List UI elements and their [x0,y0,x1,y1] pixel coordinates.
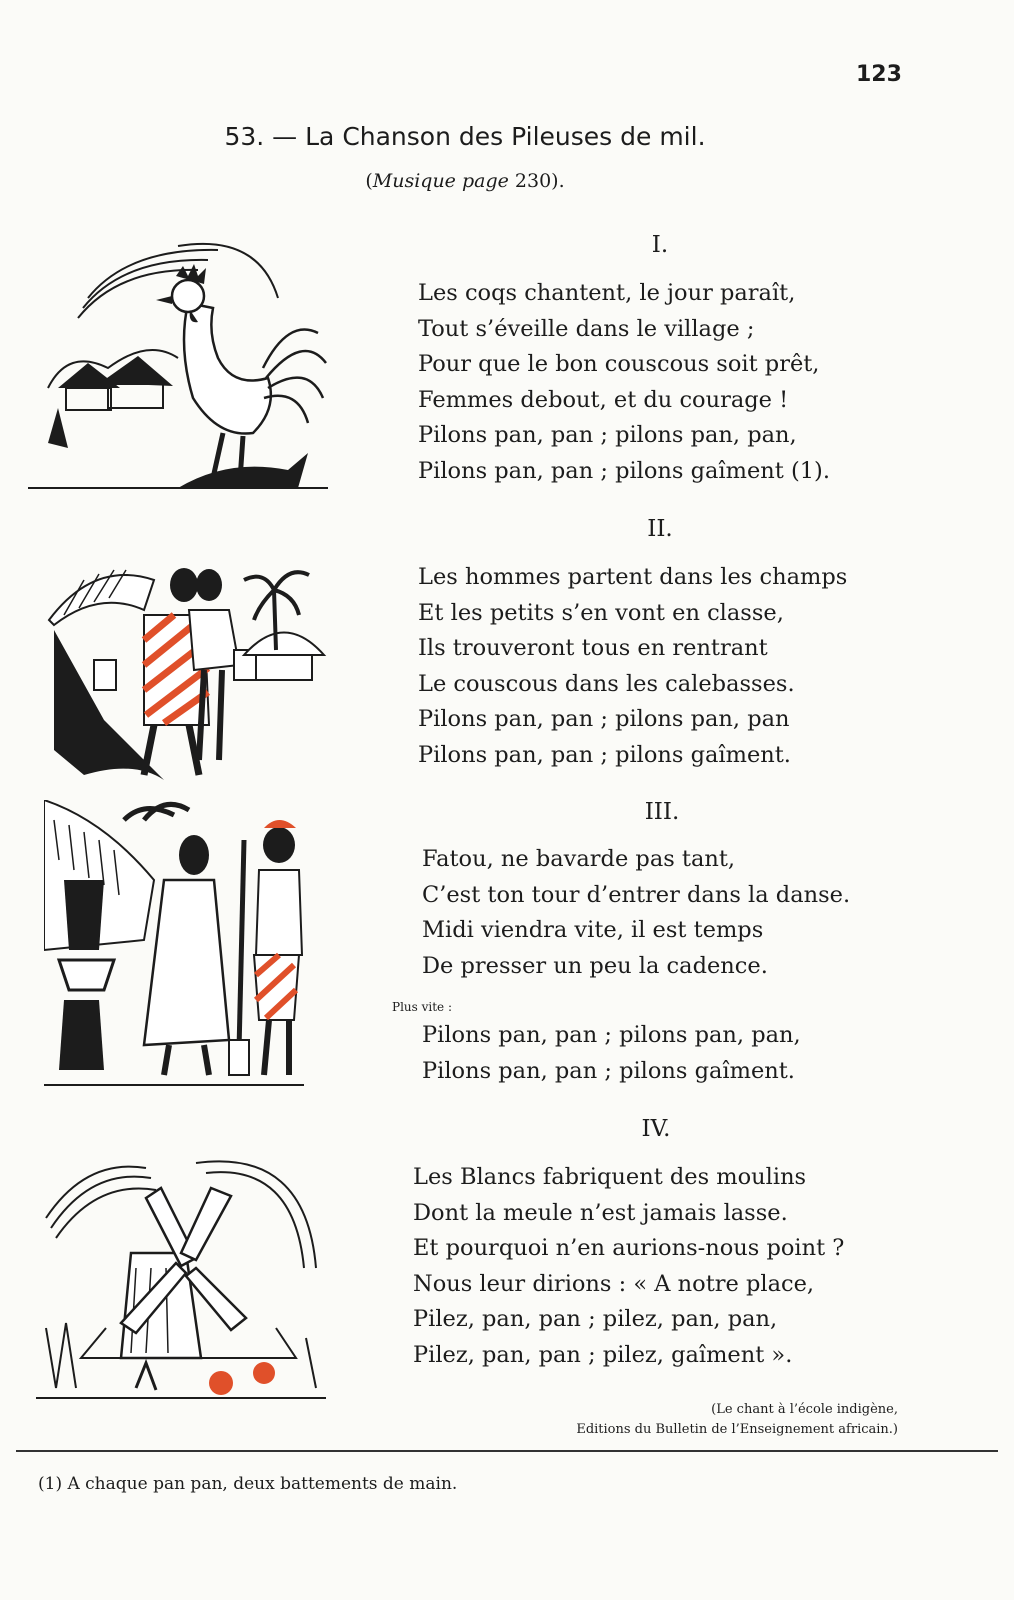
verse-line: Midi viendra vite, il est temps [422,917,764,943]
verse-line: Pour que le bon couscous soit prêt, [418,351,820,377]
windmill-illustration [36,1158,336,1408]
stanza-1-verse [418,276,830,489]
tempo-note: Plus vite : [392,1000,453,1014]
verse-line: Et les petits s’en vont en classe, [418,599,784,626]
page-number: 123 [856,62,902,87]
stanza-3-verse [422,842,850,984]
verse-line: Pilons pan, pan ; pilons gaîment (1). [418,457,830,484]
footnote: (1) A chaque pan pan, deux battements de main. [38,1474,458,1494]
verse-line: Ils trouveront tous en rentrant [418,635,768,661]
villagers-walking-illustration [44,560,334,790]
verse-line: Pilons pan, pan ; pilons gaîment. [418,741,791,768]
verse-line: Pilons pan, pan ; pilons pan, pan, [418,422,797,448]
verse-line: Fatou, ne bavarde pas tant, [422,846,736,872]
stanza-2-numeral: II. [647,516,673,542]
women-pounding-millet-illustration [44,800,344,1090]
verse-line: Pilons pan, pan ; pilons pan, pan [418,706,790,732]
verse-line: C’est ton tour d’entrer dans la danse. [422,881,851,908]
stanza-4-numeral: IV. [641,1116,671,1142]
stanza-3-numeral: III. [644,799,680,825]
verse-line: Les hommes partent dans les champs [418,564,848,590]
verse-line: Et pourquoi n’en aurions-nous point ? [413,1235,845,1261]
footnote-divider [16,1450,998,1452]
verse-line: Pilez, pan, pan ; pilez, gaîment ». [413,1341,793,1368]
stanza-4-verse [413,1160,844,1373]
verse-line: Pilez, pan, pan ; pilez, pan, pan, [413,1306,778,1332]
verse-line: Les Blancs fabriquent des moulins [413,1164,807,1190]
stanza-2-verse [418,560,847,773]
verse-line: Femmes debout, et du courage ! [418,386,789,413]
verse-line: Tout s’éveille dans le village ; [418,315,755,342]
verse-line: Le couscous dans les calebasses. [418,670,795,697]
page-title: 53. — La Chanson des Pileuses de mil. [224,122,706,151]
verse-line: Nous leur dirions : « A notre place, [413,1270,815,1297]
music-reference: (Musique page 230). [365,170,565,192]
verse-line: Les coqs chantent, le jour paraît, [418,280,796,306]
source-attribution: (Le chant à l’école indigène, Editions du Bulletin de l’Enseignement africain.) [576,1402,898,1437]
rooster-illustration [28,238,328,493]
verse-line: Dont la meule n’est jamais lasse. [413,1199,788,1226]
verse-line: De presser un peu la cadence. [422,952,768,979]
stanza-1-numeral: I. [651,232,669,258]
verse-line: Pilons pan, pan ; pilons pan, pan, [422,1022,801,1048]
stanza-3-refrain [422,1018,801,1089]
verse-line: Pilons pan, pan ; pilons gaîment. [422,1057,795,1084]
